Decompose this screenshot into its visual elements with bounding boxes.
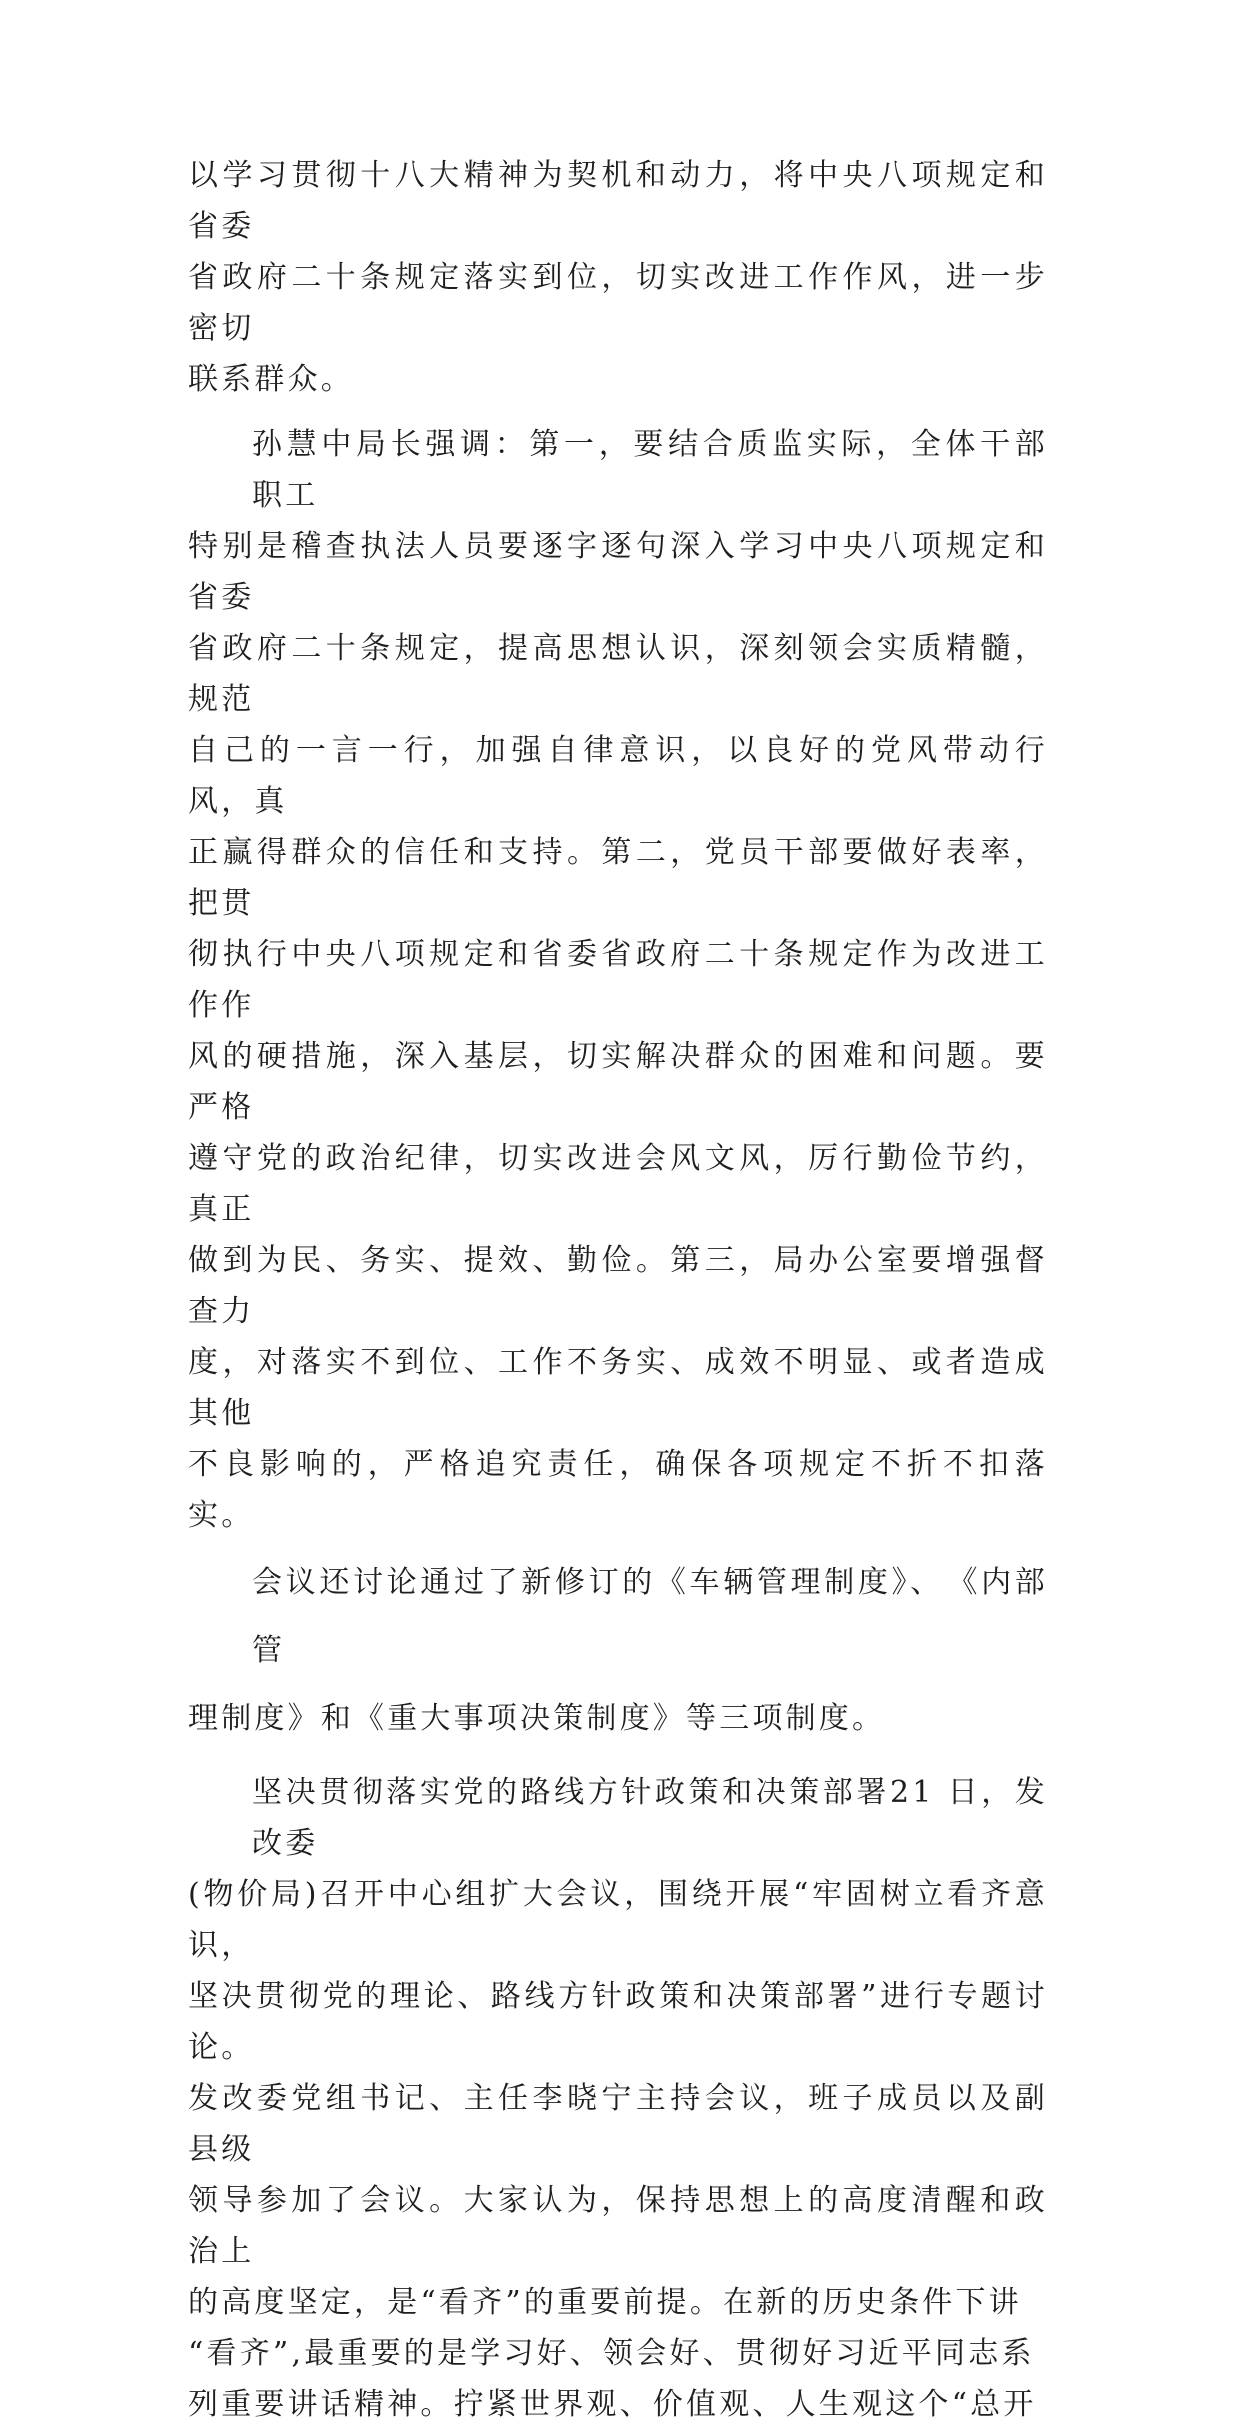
paragraph-3-line-1: 会议还讨论通过了新修订的《车辆管理制度》、 《内部管 xyxy=(252,1565,1048,1668)
paragraph-1 xyxy=(188,150,1048,405)
paragraph-4-line-1: 坚决贯彻落实党的路线方针政策和决策部署21 日，发改委 xyxy=(252,1775,1048,1861)
paragraph-4-line-8: 列重要讲话精神。拧紧世界观、价值观、人生观这个“总开 xyxy=(188,2387,1037,2422)
paragraph-2 xyxy=(188,419,1048,1541)
paragraph-2-line-8: 遵守党的政治纪律，切实改进会风文风，厉行勤俭节约，真正 xyxy=(188,1141,1048,1227)
paragraph-1-line-3: 联系群众。 xyxy=(188,362,354,397)
document-body xyxy=(188,150,1048,2430)
paragraph-2-line-11: 不良影响的，严格追究责任，确保各项规定不折不扣落实。 xyxy=(188,1447,1048,1533)
paragraph-4 xyxy=(188,1767,1048,2430)
paragraph-2-line-9: 做到为民、务实、提效、勤俭。第三，局办公室要增强督查力 xyxy=(188,1243,1048,1329)
paragraph-1-line-1: 以学习贯彻十八大精神为契机和动力，将中央八项规定和省委 xyxy=(188,158,1048,244)
paragraph-2-line-1: 孙慧中局长强调：第一，要结合质监实际，全体干部职工 xyxy=(252,427,1048,513)
paragraph-4-line-6: 的高度坚定，是“看齐”的重要前提。在新的历史条件下讲 xyxy=(188,2285,1022,2320)
paragraph-2-line-6: 彻执行中央八项规定和省委省政府二十条规定作为改进工作作 xyxy=(188,937,1048,1023)
paragraph-4-line-3: 坚决贯彻党的理论、路线方针政策和决策部署”进行专题讨论。 xyxy=(188,1979,1048,2065)
paragraph-4-line-2: (物价局)召开中心组扩大会议，围绕开展“牢固树立看齐意识， xyxy=(188,1877,1048,1963)
paragraph-4-line-7: “看齐”,最重要的是学习好、领会好、贯彻好习近平同志系 xyxy=(188,2336,1035,2371)
paragraph-3-line-2: 理制度》和《重大事项决策制度》等三项制度。 xyxy=(188,1701,886,1736)
paragraph-2-line-5: 正赢得群众的信任和支持。第二，党员干部要做好表率，把贯 xyxy=(188,835,1048,921)
paragraph-2-line-2: 特别是稽查执法人员要逐字逐句深入学习中央八项规定和省委 xyxy=(188,529,1048,615)
paragraph-2-line-7: 风的硬措施，深入基层，切实解决群众的困难和问题。要严格 xyxy=(188,1039,1048,1125)
paragraph-3 xyxy=(188,1549,1048,1753)
paragraph-2-line-10: 度，对落实不到位、工作不务实、成效不明显、或者造成其他 xyxy=(188,1345,1048,1431)
paragraph-2-line-4: 自己的一言一行，加强自律意识，以良好的党风带动行风，真 xyxy=(188,733,1048,819)
paragraph-4-line-4: 发改委党组书记、主任李晓宁主持会议，班子成员以及副县级 xyxy=(188,2081,1048,2167)
paragraph-4-line-5: 领导参加了会议。大家认为，保持思想上的高度清醒和政治上 xyxy=(188,2183,1048,2269)
paragraph-2-line-3: 省政府二十条规定，提高思想认识，深刻领会实质精髓，规范 xyxy=(188,631,1048,717)
paragraph-1-line-2: 省政府二十条规定落实到位，切实改进工作作风，进一步密切 xyxy=(188,260,1048,346)
